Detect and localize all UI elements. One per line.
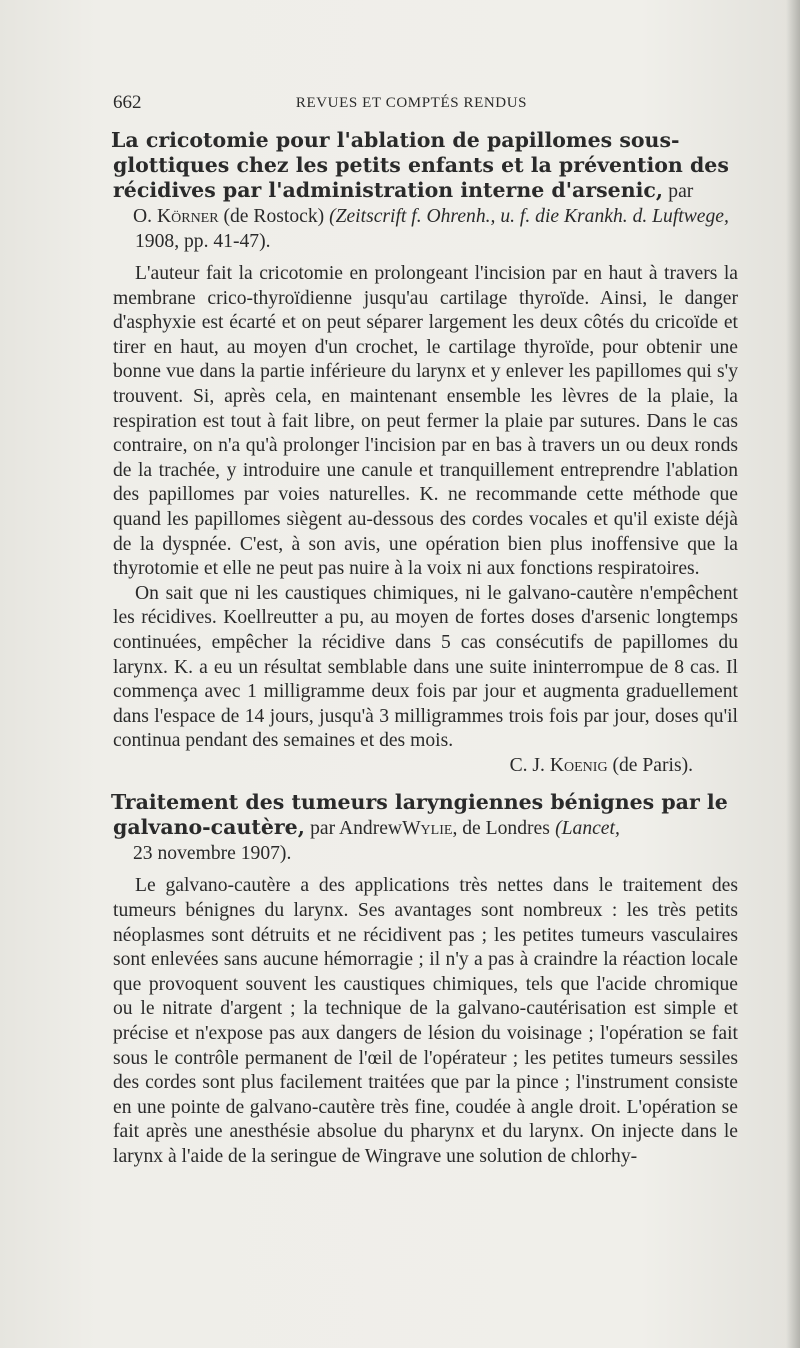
article-1-journal: (Zeitscrift f. Ohrenh., u. f. die Krankh. d. Luftwege,: [329, 206, 729, 227]
article-1-paragraph-2: On sait que ni les caustiques chimiques, ni le galvano-cautère n'empêchent les récidives. Koellreutter a pu, au moyen de fortes doses d'arsenic longtemps continuées, empêcher la récidive dans 5 cas consécutifs de papillomes du larynx. K. a eu un résultat semblable dans une suite ininterrompue de 8 cas. Il commença avec 1 milligramme deux fois par jour et augmenta graduellement dans l'espace de 14 jours, jusqu'à 3 milligrammes trois fois par jour, doses qu'il continua pendant des semaines et des mois.: [113, 582, 738, 752]
article-2-paragraph-1: Le galvano-cautère a des applications très nettes dans le traitement des tumeurs bénignes du larynx. Ses avantages sont nombreux : les très petits néoplasmes sont détruits et ne récidivent pas ; les petites tumeurs vasculaires sont enlevées sans aucune hémorragie ; il n'y a pas à craindre la réaction locale que provoquent souvent les caustiques chimiques, tels que l'acide chromique ou le nitrate d'argent ; la technique de la galvano-cautérisation est simple et précise et n'expose pas aux dangers de lésion du voisinage ; l'opération se fait sous le contrôle permanent de l'œil de l'opérateur ; les petites tumeurs sessiles des cordes sont plus facilement traitées que par la pince ; l'instrument consiste en une pointe de galvano-cautère très fine, coudée à angle droit. L'opération se fait après une anesthésie absolue du pharynx et du larynx. On injecte dans le larynx à l'aide de la seringue de Wingrave une solution de chlorhy-: [113, 875, 738, 1167]
article-1-author-initial: O.: [133, 206, 153, 227]
article-2-citation: 23 novembre 1907).: [133, 843, 292, 865]
article-1-author-origin: (de Rostock): [223, 206, 325, 227]
article-1-signature-initials: C. J.: [509, 754, 545, 776]
page-number: 662: [113, 92, 142, 113]
article-1-signature-name: Koenig: [549, 754, 608, 776]
article-1-signature: [113, 754, 738, 779]
article-body: [113, 128, 738, 1170]
article-1-citation: 1908, pp. 41-47).: [135, 231, 271, 252]
article-2-author-name: Wylie: [402, 818, 453, 840]
article-2-author-origin: , de Londres: [452, 818, 550, 840]
article-1-title-block: [113, 128, 738, 254]
article-1-author-name: Körner: [156, 206, 219, 227]
article-1: [113, 128, 738, 778]
page-header: [113, 92, 710, 116]
article-2-by: par Andrew: [310, 818, 403, 840]
page-edge-shadow: [786, 0, 800, 1348]
article-2-title-block: [113, 790, 738, 866]
running-head: REVUES ET COMPTÉS RENDUS: [295, 95, 528, 111]
article-2-title: Traitement des tumeurs laryngiennes bénignes par le galvano-cautère,: [111, 790, 728, 840]
article-1-paragraph-1: L'auteur fait la cricotomie en prolongeant l'incision par en haut à travers la membrane crico-thyroïdienne jusqu'au cartilage thyroïde. Ainsi, le danger d'asphyxie est écarté et on peut séparer largement les deux côtés du cricoïde et tirer en haut, au moyen d'un crochet, le cartilage thyroïde, pour obtenir une bonne vue dans la partie inférieure du larynx et y enlever les papillomes qui s'y trouvent. Si, après cela, en maintenant ensemble les lèvres de la plaie, la respiration est tout à fait libre, on peut fermer la plaie par sutures. Dans le cas contraire, on n'a qu'à prolonger l'incision par en bas à travers un ou deux ronds de la trachée, y introduire une canule et tranquillement entreprendre l'ablation des papillomes par voies naturelles. K. ne recommande cette méthode que quand les papillomes siègent au-dessous des cordes vocales et qu'il existe déjà de la dyspnée. C'est, à son avis, une opération bien plus inoffensive que la thyrotomie et elle ne peut pas nuire à la voix ni aux fonctions respiratoires.: [113, 263, 738, 580]
article-1-by: par: [668, 181, 694, 202]
article-2: [113, 790, 738, 1169]
article-1-citation-line: [113, 204, 738, 254]
article-2-journal: (Lancet,: [555, 818, 620, 840]
article-1-title: La cricotomie pour l'ablation de papillomes sous-glottiques chez les petits enfants et la prévention des récidives par l'administration interne d'arsenic,: [111, 128, 729, 202]
article-1-signature-origin: (de Paris).: [612, 754, 693, 776]
